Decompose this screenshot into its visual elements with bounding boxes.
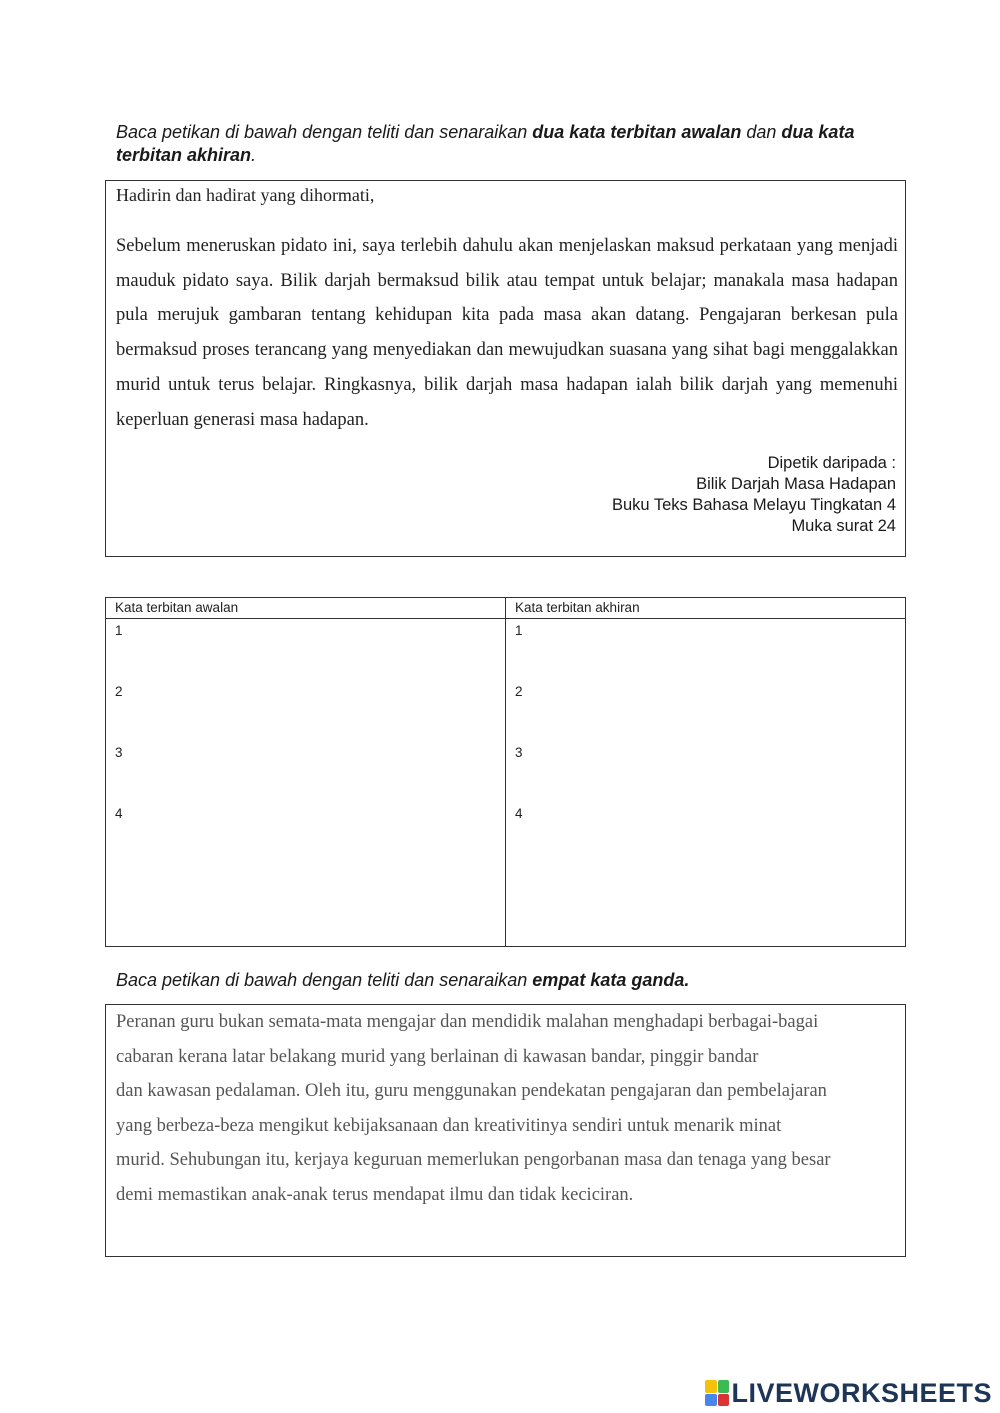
row-number: 2: [515, 684, 523, 699]
passage-1-greeting: Hadirin dan hadirat yang dihormati,: [116, 185, 375, 205]
source-line: Muka surat 24: [791, 517, 896, 535]
passage-2-line: cabaran kerana latar belakang murid yang berlainan di kawasan bandar, pinggir bandar: [116, 1046, 759, 1067]
passage-1-box: [105, 180, 906, 557]
row-number: 4: [115, 806, 123, 821]
passage-2-line: murid. Sehubungan itu, kerjaya keguruan memerlukan pengorbanan masa dan tenaga yang besar: [116, 1150, 831, 1171]
answer-table: [105, 597, 906, 947]
row-number: 1: [515, 623, 523, 638]
awalan-answer-cell[interactable]: [106, 619, 506, 947]
passage-2-paragraph: [116, 1005, 898, 1213]
source-line: Dipetik daripada :: [767, 454, 896, 472]
passage-2-box: [105, 1004, 906, 1257]
source-line: Buku Teks Bahasa Melayu Tingkatan 4: [611, 496, 896, 514]
header-kata-terbitan-awalan: Kata terbitan awalan: [106, 598, 506, 619]
logo-square: [718, 1380, 730, 1393]
passage-2-line: yang berbeza-beza mengikut kebijaksanaan dan kreativitinya sendiri untuk menarik minat: [116, 1115, 782, 1136]
logo-square: [705, 1394, 717, 1407]
instruction-2-bold: empat kata ganda: [532, 970, 685, 990]
passage-1-source: [612, 453, 896, 537]
instruction-2: Baca petikan di bawah dengan teliti dan senaraikan empat kata ganda.: [116, 970, 690, 990]
logo-square: [705, 1380, 717, 1393]
row-number: 3: [115, 745, 123, 760]
akhiran-answer-cell[interactable]: [506, 619, 906, 947]
row-number: 4: [515, 806, 523, 821]
liveworksheets-logo-icon: [705, 1380, 729, 1406]
instruction-1-bold-1: dua kata terbitan awalan: [532, 122, 742, 142]
row-number: 3: [515, 745, 523, 760]
passage-1-paragraph: Sebelum meneruskan pidato ini, saya terlebih dahulu akan menjelaskan maksud perkataan yang menjadi mauduk pidato saya. Bilik darjah bermaksud bilik atau tempat untuk belajar; manakala masa hadapan pula merujuk gambaran tentang kehidupan kita pada masa akan datang. Pengajaran berkesan pula bermaksud proses terancang yang menyediakan dan mewujudkan suasana yang sihat bagi menggalakkan murid untuk terus belajar. Ringkasnya, bilik darjah masa hadapan ialah bilik darjah yang memenuhi keperluan generasi masa hadapan.: [116, 236, 898, 430]
header-kata-terbitan-akhiran: Kata terbitan akhiran: [506, 598, 906, 619]
liveworksheets-logo-text: LIVEWORKSHEETS: [731, 1377, 992, 1408]
source-line: Bilik Darjah Masa Hadapan: [696, 475, 896, 493]
logo-square: [718, 1394, 730, 1407]
passage-2-line: demi memastikan anak-anak terus mendapat ilmu dan tidak keciciran.: [116, 1184, 634, 1205]
passage-2-line: dan kawasan pedalaman. Oleh itu, guru menggunakan pendekatan pengajaran dan pembelajaran: [116, 1081, 827, 1102]
passage-2-line: Peranan guru bukan semata-mata mengajar dan mendidik malahan menghadapi berbagai-bagai: [116, 1012, 819, 1032]
row-number: 1: [115, 623, 123, 638]
instruction-1: Baca petikan di bawah dengan teliti dan senaraikan dua kata terbitan awalan dan dua kata terbitan akhiran.: [116, 122, 855, 165]
instruction-1-bold-2: dua kata terbitan akhiran: [116, 122, 855, 165]
liveworksheets-logo: [705, 1376, 992, 1410]
row-number: 2: [115, 684, 123, 699]
